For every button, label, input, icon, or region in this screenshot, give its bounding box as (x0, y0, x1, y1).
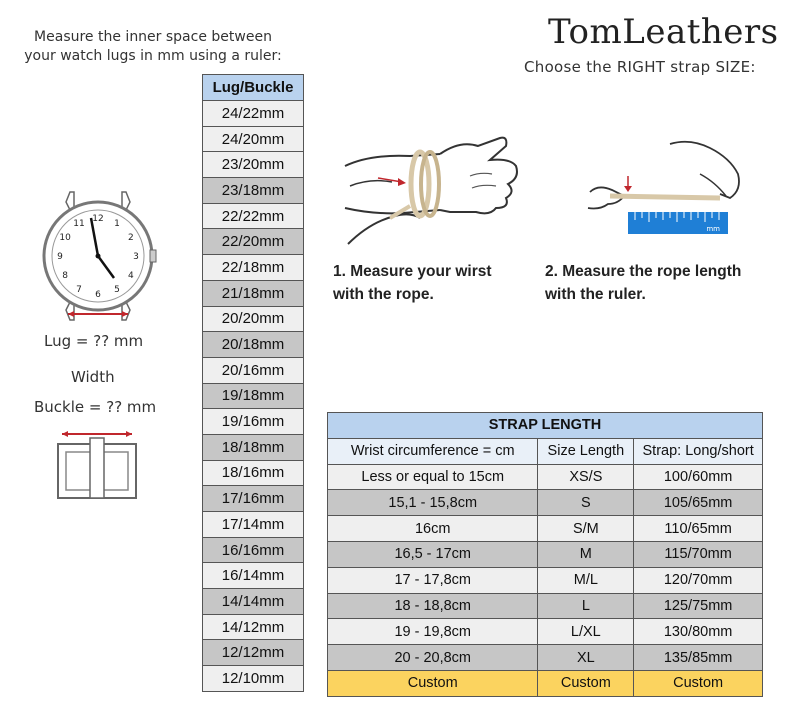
lug-row (203, 409, 304, 435)
width-label: Width (71, 368, 115, 386)
watch-numeral: 9 (57, 252, 63, 262)
strap-cell: 105/65mm (634, 490, 763, 516)
lug-row (203, 434, 304, 460)
lug-cell: 14/12mm (203, 614, 304, 640)
lug-cell: 24/20mm (203, 126, 304, 152)
buckle-label: Buckle = ?? mm (34, 398, 157, 416)
strap-cell: 130/80mm (634, 619, 763, 645)
strap-row (328, 516, 763, 542)
strap-cell: 135/85mm (634, 645, 763, 671)
strap-row (328, 593, 763, 619)
lug-row (203, 589, 304, 615)
intro-text (8, 28, 298, 66)
strap-cell: 17 - 17,8cm (328, 567, 538, 593)
lug-row (203, 126, 304, 152)
strap-cell: XS/S (538, 464, 634, 490)
watch-numeral: 4 (128, 271, 134, 281)
lug-row (203, 152, 304, 178)
lug-cell: 12/12mm (203, 640, 304, 666)
strap-cell: XL (538, 645, 634, 671)
step-2-line-2: with the ruler. (545, 286, 646, 303)
strap-row-custom (328, 670, 763, 696)
lug-cell: 16/14mm (203, 563, 304, 589)
strap-cell: M (538, 541, 634, 567)
watch-numeral: 2 (128, 233, 134, 243)
watch-numeral: 6 (95, 290, 101, 300)
strap-cell: L (538, 593, 634, 619)
strap-cell: L/XL (538, 619, 634, 645)
strap-cell: 100/60mm (634, 464, 763, 490)
lug-cell: 22/20mm (203, 229, 304, 255)
strap-cell: 110/65mm (634, 516, 763, 542)
buckle-illustration (52, 426, 142, 502)
lug-row (203, 357, 304, 383)
strap-header-strap: Strap: Long/short (634, 438, 763, 464)
lug-cell: 16/16mm (203, 537, 304, 563)
strap-cell: 20 - 20,8cm (328, 645, 538, 671)
step-1-text (333, 260, 492, 306)
lug-cell: 18/18mm (203, 434, 304, 460)
strap-cell: Custom (538, 670, 634, 696)
strap-row (328, 490, 763, 516)
lug-row (203, 486, 304, 512)
strap-row (328, 567, 763, 593)
strap-cell: 16,5 - 17cm (328, 541, 538, 567)
lug-cell: 22/22mm (203, 203, 304, 229)
ruler-unit: mm (706, 225, 720, 233)
wrist-measure-illustration (340, 126, 530, 250)
lug-label: Lug = ?? mm (44, 332, 144, 350)
brand-logo: TomLeathers (548, 12, 779, 52)
strap-cell: 125/75mm (634, 593, 763, 619)
step-1-line-2: with the rope. (333, 286, 434, 303)
strap-table-title: STRAP LENGTH (328, 413, 763, 439)
strap-cell: 120/70mm (634, 567, 763, 593)
lug-buckle-table (202, 74, 304, 692)
watch-numeral: 12 (92, 214, 104, 224)
lug-row (203, 614, 304, 640)
lug-row (203, 563, 304, 589)
lug-row (203, 332, 304, 358)
watch-numeral: 1 (114, 219, 120, 230)
ruler-measure-illustration (580, 134, 750, 244)
lug-row (203, 537, 304, 563)
watch-numeral: 8 (62, 271, 68, 281)
lug-cell: 20/18mm (203, 332, 304, 358)
watch-numeral: 3 (133, 252, 139, 262)
strap-cell: 18 - 18,8cm (328, 593, 538, 619)
lug-cell: 23/18mm (203, 178, 304, 204)
watch-illustration (38, 190, 158, 330)
lug-row (203, 229, 304, 255)
strap-header-size: Size Length (538, 438, 634, 464)
strap-row (328, 541, 763, 567)
strap-cell: S/M (538, 516, 634, 542)
lug-cell: 19/16mm (203, 409, 304, 435)
strap-cell: Less or equal to 15cm (328, 464, 538, 490)
watch-numeral: 11 (73, 219, 85, 230)
lug-row (203, 666, 304, 692)
lug-row (203, 101, 304, 127)
lug-row (203, 640, 304, 666)
lug-table-header: Lug/Buckle (203, 75, 304, 101)
strap-length-table (327, 412, 763, 697)
step-2-text (545, 260, 741, 306)
lug-row (203, 280, 304, 306)
lug-cell: 17/14mm (203, 512, 304, 538)
lug-row (203, 460, 304, 486)
watch-numeral: 5 (114, 284, 120, 295)
lug-row (203, 306, 304, 332)
lug-cell: 14/14mm (203, 589, 304, 615)
lug-cell: 23/20mm (203, 152, 304, 178)
lug-row (203, 255, 304, 281)
strap-row (328, 619, 763, 645)
watch-numeral: 10 (59, 233, 71, 243)
strap-row (328, 464, 763, 490)
lug-cell: 20/16mm (203, 357, 304, 383)
lug-cell: 17/16mm (203, 486, 304, 512)
lug-row (203, 383, 304, 409)
strap-cell: S (538, 490, 634, 516)
lug-cell: 18/16mm (203, 460, 304, 486)
intro-line-1: Measure the inner space between (34, 29, 272, 45)
intro-line-2: your watch lugs in mm using a ruler: (24, 48, 282, 64)
lug-cell: 24/22mm (203, 101, 304, 127)
strap-cell: 16cm (328, 516, 538, 542)
strap-cell: M/L (538, 567, 634, 593)
strap-header-wrist: Wrist circumference = cm (328, 438, 538, 464)
lug-row (203, 203, 304, 229)
step-1-line-1: 1. Measure your wirst (333, 263, 492, 280)
strap-cell: Custom (328, 670, 538, 696)
lug-row (203, 178, 304, 204)
lug-cell: 12/10mm (203, 666, 304, 692)
lug-cell: 19/18mm (203, 383, 304, 409)
strap-cell: 19 - 19,8cm (328, 619, 538, 645)
brand-subtitle: Choose the RIGHT strap SIZE: (524, 58, 756, 76)
lug-cell: 20/20mm (203, 306, 304, 332)
step-2-line-1: 2. Measure the rope length (545, 263, 742, 280)
lug-cell: 21/18mm (203, 280, 304, 306)
strap-cell: 115/70mm (634, 541, 763, 567)
strap-cell: 15,1 - 15,8cm (328, 490, 538, 516)
lug-cell: 22/18mm (203, 255, 304, 281)
lug-row (203, 512, 304, 538)
strap-cell: Custom (634, 670, 763, 696)
watch-numeral: 7 (76, 284, 82, 295)
strap-row (328, 645, 763, 671)
